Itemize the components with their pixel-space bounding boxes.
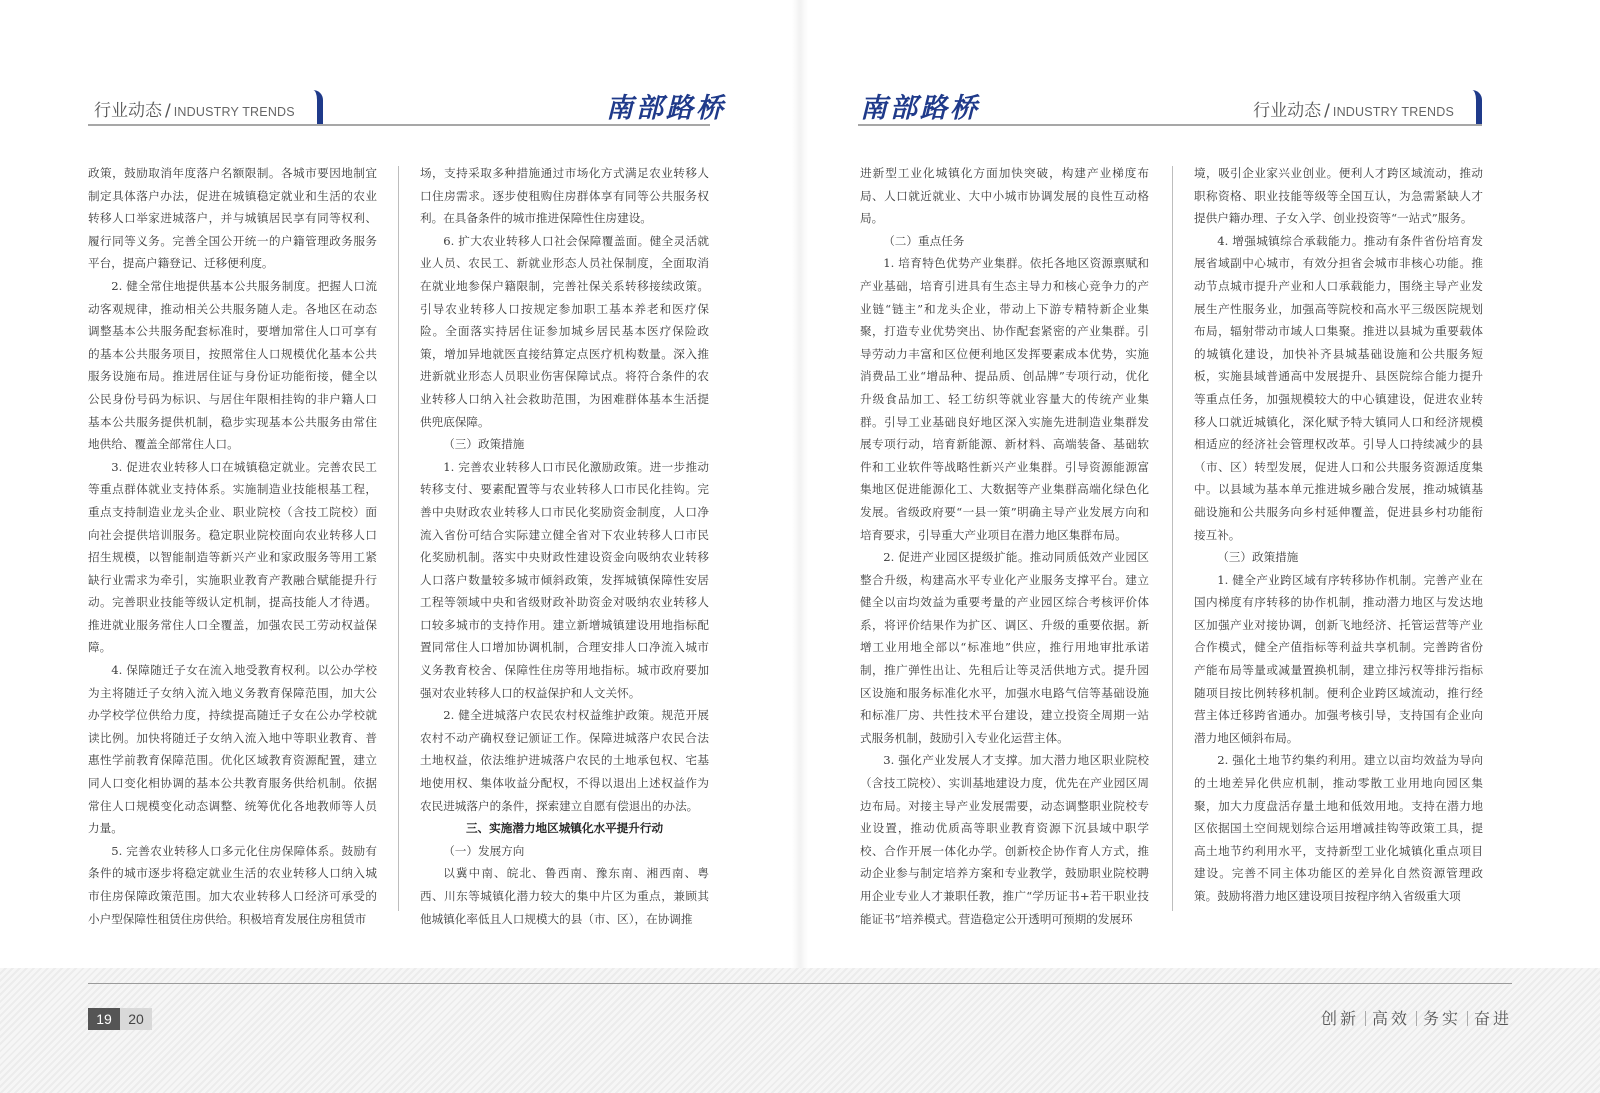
body-paragraph: 4. 增强城镇综合承载能力。推动有条件省份培育发展省域副中心城市，有效分担省会城市非核心功能。推动节点城市提升产业和人口承载能力，围绕主导产业发展生产性服务业，加强高等院校和高水平三级医院规划布局，辐射带动市域人口集聚。推进以县城为重要载体的城镇化建设，加快补齐县城基础设施和公共服务短板，实施县域普通高中发展提升、县医院综合能力提升等重点任务，加强规模较大的中心镇建设，促进农业转移人口就近城镇化，深化赋予特大镇同人口和经济规模相适应的经济社会管理权改革。引导人口持续减少的县（市、区）转型发展，促进人口和公共服务资源适度集中。以县域为基本单元推进城乡融合发展，推动城镇基础设施和公共服务向乡村延伸覆盖，促进县乡村功能衔接互补。: [1194, 233, 1483, 542]
body-paragraph: 5. 完善农业转移人口多元化住房保障体系。鼓励有条件的城市逐步将稳定就业生活的农业转移人口纳入城市住房保障政策范围。加大农业转移人口经济可承受的小户型保障性租赁住房供给。积极培育发展住房租赁市: [88, 843, 377, 926]
header-rule: [88, 124, 710, 126]
subsection-heading: （三）政策措施: [443, 437, 525, 452]
section-title-cn: 行业动态: [1253, 101, 1322, 121]
footer-rule: [88, 983, 1512, 984]
subsection-heading: （三）政策措施: [1217, 550, 1299, 565]
section-heading: 三、实施潜力地区城镇化水平提升行动: [465, 821, 664, 836]
page-number-left: 19: [88, 1008, 120, 1030]
body-paragraph: 6. 扩大农业转移人口社会保障覆盖面。健全灵活就业人员、农民工、新就业形态人员社保制度，全面取消在就业地参保户籍限制，完善社保关系转移接续政策。引导农业转移人口按规定参加职工基本养老和医疗保险。全面落实持居住证参加城乡居民基本医疗保险政策，增加异地就医直接结算定点医疗机构数量。深入推进新就业形态人员职业伤害保障试点。将符合条件的农业转移人口纳入社会救助范围，为困难群体基本生活提供兜底保障。: [420, 233, 709, 429]
slogan-separator: [1365, 1011, 1366, 1026]
left-page-column-1: [88, 162, 377, 926]
body-paragraph: 3. 促进农业转移人口在城镇稳定就业。完善农民工等重点群体就业支持体系。实施制造业技能根基工程，重点支持制造业龙头企业、职业院校（含技工院校）面向社会提供培训服务。稳定职业院校面向农业转移人口招生规模，以智能制造等新兴产业和家政服务等用工紧缺行业需求为牵引，实施职业教育产教融合赋能提升行动。完善职业技能等级认定机制，提高技能人才待遇。推进就业服务常住人口全覆盖，加强农民工劳动权益保障。: [88, 459, 377, 655]
page-number-right: 20: [120, 1008, 152, 1030]
brand-logo-text: 南部路桥: [606, 93, 726, 124]
left-page-column-2: [420, 162, 709, 926]
body-paragraph: 2. 健全进城落户农民农村权益维护政策。规范开展农村不动产确权登记颁证工作。保障进城落户农民合法土地权益，依法维护进城落户农民的土地承包权、宅基地使用权、集体收益分配权，不得以退出上述权益作为农民进城落户的条件，探索建立自愿有偿退出的办法。: [420, 708, 709, 813]
body-paragraph: 3. 强化产业发展人才支撑。加大潜力地区职业院校（含技工院校）、实训基地建设力度，优先在产业园区周边布局。对接主导产业发展需要，动态调整职业院校专业设置，推动优质高等职业教育资源下沉县域中职学校、合作开展一体化办学。创新校企协作育人方式，推动企业参与制定培养方案和专业教学，鼓励职业院校聘用企业专业人才兼职任教，推广“学历证书+若干职业技能证书”培养模式。营造稳定公开透明可预期的发展环: [860, 753, 1149, 926]
slogan-word: 奋进: [1473, 1009, 1512, 1028]
body-paragraph: 2. 强化土地节约集约利用。建立以亩均效益为导向的土地差异化供应机制，推动零散工业用地向园区集聚，加大力度盘活存量土地和低效用地。支持在潜力地区依据国土空间规划综合运用增减挂钩等政策工具，提高土地节约利用水平，支持新型工业化城镇化重点项目建设。完善不同主体功能区的差异化自然资源管理政策。鼓励将潜力地区建设项目按程序纳入省级重大项: [1194, 753, 1483, 903]
body-paragraph: 1. 健全产业跨区域有序转移协作机制。完善产业在国内梯度有序转移的协作机制，推动潜力地区与发达地区加强产业对接协调，创新飞地经济、托管运营等产业合作模式，健全产值指标等利益共享机制。完善跨省份产能布局等量或减量置换机制，建立排污权等排污指标随项目按比例转移机制。便利企业跨区域流动，推行经营主体迁移跨省通办。加强考核引导，支持国有企业向潜力地区倾斜布局。: [1194, 572, 1483, 745]
right-page-column-1: [860, 162, 1149, 926]
slogan-word: 高效: [1371, 1009, 1410, 1028]
column-divider: [1172, 166, 1173, 911]
slogan-word: 创新: [1320, 1009, 1359, 1028]
section-title-separator: /: [165, 101, 171, 121]
slogan-word: 务实: [1422, 1009, 1461, 1028]
body-paragraph: 1. 完善农业转移人口市民化激励政策。进一步推动转移支付、要素配置等与农业转移人口市民化挂钩。完善中央财政农业转移人口市民化奖励资金制度，人口净流入省份可结合实际建立健全省对下农业转移人口市民化奖励机制。落实中央财政性建设资金向吸纳农业转移人口落户数量较多城市倾斜政策，发挥城镇保障性安居工程等领域中央和省级财政补助资金对吸纳农业转移人口较多城市的支持作用。建立新增城镇建设用地指标配置同常住人口增加协调机制，合理安排人口净流入城市义务教育校舍、保障性住房等用地指标。城市政府要加强对农业转移人口的权益保护和人文关怀。: [420, 459, 709, 700]
section-title-separator: /: [1324, 101, 1330, 121]
subsection-heading: （一）发展方向: [443, 843, 525, 858]
body-paragraph: 2. 促进产业园区提级扩能。推动同质低效产业园区整合升级，构建高水平专业化产业服务支撑平台。建立健全以亩均效益为重要考量的产业园区综合考核评价体系，将评价结果作为扩区、调区、升级的重要依据。新增工业用地全部以“标准地”供应，推行用地审批承诺制，推广弹性出让、先租后让等灵活供地方式。提升园区设施和服务标准化水平，加强水电路气信等基础设施和标准厂房、共性技术平台建设，建立投资全周期一站式服务机制，鼓励引入专业化运营主体。: [860, 550, 1149, 745]
section-title-en: INDUSTRY TRENDS: [173, 105, 295, 119]
section-tag: [1247, 90, 1482, 124]
body-paragraph: 政策，鼓励取消年度落户名额限制。各城市要因地制宜制定具体落户办法，促进在城镇稳定就业和生活的农业转移人口举家进城落户，并与城镇居民享有同等权利、履行同等义务。完善全国公开统一的户籍管理政务服务平台，提高户籍登记、迁移便利度。: [88, 166, 377, 271]
column-divider: [398, 166, 399, 911]
body-paragraph: 2. 健全常住地提供基本公共服务制度。把握人口流动客观规律，推动相关公共服务随人走。各地区在动态调整基本公共服务配套标准时，要增加常住人口可享有的基本公共服务项目，按照常住人口规模优化基本公共服务设施布局。推进居住证与身份证功能衔接，健全以公民身份号码为标识、与居住年限相挂钩的非户籍人口基本公共服务提供机制，稳步实现基本公共服务由常住地供给、覆盖全部常住人口。: [88, 278, 377, 452]
slogan-separator: [1416, 1011, 1417, 1026]
body-paragraph: 境，吸引企业家兴业创业。便利人才跨区域流动，推动职称资格、职业技能等级等全国互认，为急需紧缺人才提供户籍办理、子女入学、创业投资等“一站式”服务。: [1194, 166, 1483, 226]
header-rule: [858, 124, 1482, 126]
section-tag: [88, 90, 323, 124]
body-paragraph: 以冀中南、皖北、鲁西南、豫东南、湘西南、粤西、川东等城镇化潜力较大的集中片区为重点，兼顾其他城镇化率低且人口规模大的县（市、区），在协调推: [420, 866, 709, 926]
subsection-heading: （二）重点任务: [883, 233, 965, 248]
body-paragraph: 进新型工业化城镇化方面加快突破，构建产业梯度布局、人口就近就业、大中小城市协调发展的良性互动格局。: [860, 166, 1149, 226]
body-paragraph: 1. 培育特色优势产业集群。依托各地区资源禀赋和产业基础，培育引进具有生态主导力和核心竞争力的产业链“链主”和龙头企业，带动上下游专精特新企业集聚，打造专业优势突出、协作配套紧密的产业集群。引导劳动力丰富和区位便利地区发挥要素成本优势，实施消费品工业“增品种、提品质、创品牌”专项行动，优化升级食品加工、轻工纺织等就业容量大的传统产业集群。引导工业基础良好地区深入实施先进制造业集群发展专项行动，培育新能源、新材料、高端装备、基础软件和工业软件等战略性新兴产业集群。引导资源能源富集地区促进能源化工、大数据等产业集群高端化绿色化发展。省级政府要“一县一策”明确主导产业发展方向和培育要求，引导重大产业项目在潜力地区集群布局。: [860, 256, 1149, 542]
section-title-cn: 行业动态: [94, 101, 162, 121]
right-page: [800, 0, 1600, 1093]
slogan: [1321, 1006, 1512, 1029]
brand-logo-text: 南部路桥: [860, 93, 980, 124]
section-title-en: INDUSTRY TRENDS: [1332, 105, 1454, 119]
slogan-separator: [1467, 1011, 1468, 1026]
body-paragraph: 场，支持采取多种措施通过市场化方式满足农业转移人口住房需求。逐步使租购住房群体享有同等公共服务权利。在具备条件的城市推进保障性住房建设。: [420, 166, 709, 226]
footer-background: [0, 968, 1600, 1093]
right-page-column-2: [1194, 162, 1483, 912]
body-paragraph: 4. 保障随迁子女在流入地受教育权利。以公办学校为主将随迁子女纳入流入地义务教育保障范围，加大公办学校学位供给力度，持续提高随迁子女在公办学校就读比例。加快将随迁子女纳入流入地中等职业教育、普惠性学前教育保障范围。优化区域教育资源配置，建立同人口变化相协调的基本公共教育服务供给机制。依据常住人口规模变化动态调整、统筹优化各地教师等人员力量。: [88, 663, 377, 836]
